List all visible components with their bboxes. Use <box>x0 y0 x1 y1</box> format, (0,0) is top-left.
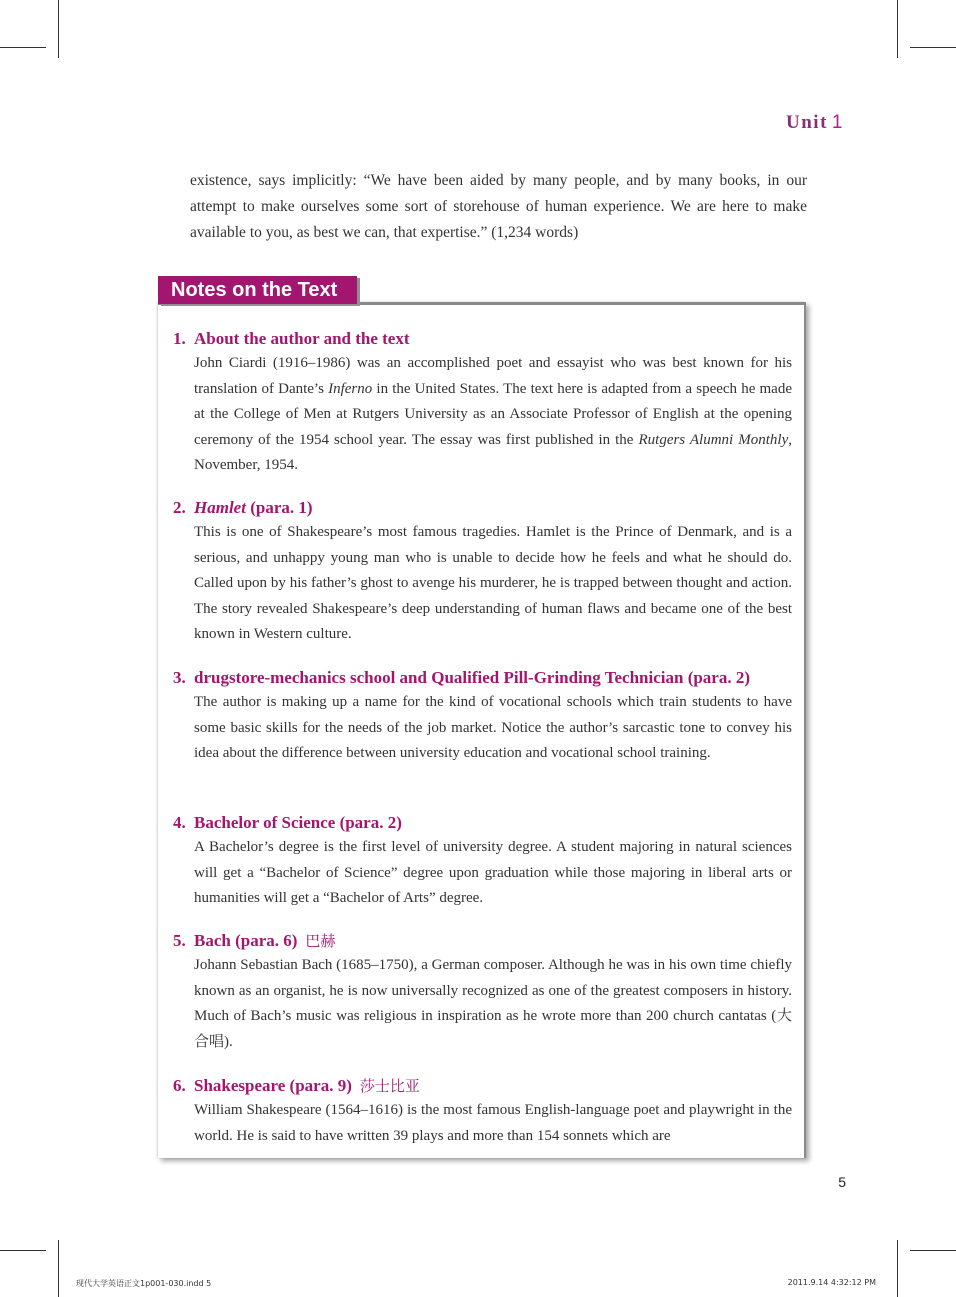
note-text: The author is making up a name for the kind of vocational schools which train students to have some basic skills for the needs of the job market. Notice the author’s sarcastic tone to convey his idea about the difference between university education and vocational school training. <box>194 694 792 762</box>
note-body <box>194 520 792 648</box>
note-item <box>173 327 792 479</box>
note-heading: 3. drugstore-mechanics school and Qualified Pill-Grinding Technician (para. 2) <box>173 668 751 687</box>
note-heading: 4. Bachelor of Science (para. 2) <box>173 813 402 832</box>
note-item <box>173 1074 792 1149</box>
crop-mark <box>58 0 59 58</box>
note-text: William Shakespeare (1564–1616) is the most famous English-language poet and playwright in the world. He is said to have written 39 plays and more than 154 sonnets which are <box>194 1102 792 1144</box>
note-text: in the United States. The text here is adapted from a speech he made at the College of Men at Rutgers University as an Associate Professor of English at the opening ceremony of the 1954 school year. The essay was first published in the <box>194 380 792 448</box>
note-body <box>194 1098 792 1149</box>
italic-title: Rutgers Alumni Monthly <box>638 431 789 448</box>
notes-box <box>158 302 806 1158</box>
note-item <box>173 929 792 1055</box>
note-body <box>194 690 792 767</box>
footer-file-name: 现代大学英语正文1p001-030.indd 5 <box>76 1279 212 1288</box>
note-item <box>173 496 792 648</box>
note-body <box>194 835 792 912</box>
note-heading: 5. Bach (para. 6) 巴赫 <box>173 931 336 950</box>
intro-paragraph: existence, says implicitly: “We have been aided by many people, and by many books, in our attempt to make ourselves some sort of storehouse of human experience. We are here to make available to you, as best we can, that expertise.” (1,234 words) <box>190 172 807 241</box>
crop-mark <box>58 1240 59 1297</box>
crop-mark <box>910 47 956 48</box>
note-heading: 1. About the author and the text <box>173 329 410 348</box>
note-body <box>194 953 792 1055</box>
crop-mark <box>897 0 898 58</box>
note-body <box>194 351 792 479</box>
page-number: 5 <box>838 1174 846 1190</box>
notes-title: Notes on the Text <box>158 276 357 304</box>
note-text: This is one of Shakespeare’s most famous tragedies. Hamlet is the Prince of Denmark, and is a serious, and unhappy young man who is unable to decide how he feels and what he should do. Called upon by his father’s ghost to avenge his murderer, he is trapped between thought and action. The story revealed Shakespeare’s deep understanding of human flaws and became one of the best known in Western culture. <box>194 524 792 643</box>
crop-mark <box>0 47 46 48</box>
crop-mark <box>0 1250 46 1251</box>
note-item <box>173 666 792 767</box>
note-heading: 2. Hamlet (para. 1) <box>173 498 313 517</box>
unit-number: 1 <box>831 112 844 133</box>
footer-timestamp: 2011.9.14 4:32:12 PM <box>787 1278 876 1287</box>
note-text: , November, 1954. <box>194 431 792 474</box>
note-text: John Ciardi (1916–1986) was an accomplished poet and essayist who was best known for his translation of Dante’s <box>194 355 792 397</box>
note-text: A Bachelor’s degree is the first level of university degree. A student majoring in natural sciences will get a “Bachelor of Science” degree upon graduation while those majoring in liberal arts or humanities will get a “Bachelor of Arts” degree. <box>194 839 792 907</box>
unit-header <box>786 112 844 134</box>
crop-mark <box>910 1250 956 1251</box>
unit-label: Unit <box>786 112 828 133</box>
note-text: Johann Sebastian Bach (1685–1750), a German composer. Although he was in his own time chiefly known as an organist, he is now universally recognized as one of the greatest composers in history. Much of Bach’s music was religious in inspiration as he wrote more than 200 church cantatas (大合唱). <box>194 957 792 1050</box>
note-heading: 6. Shakespeare (para. 9) 莎士比亚 <box>173 1076 420 1095</box>
italic-title: Inferno <box>328 380 373 397</box>
note-item <box>173 811 792 912</box>
crop-mark <box>897 1240 898 1297</box>
